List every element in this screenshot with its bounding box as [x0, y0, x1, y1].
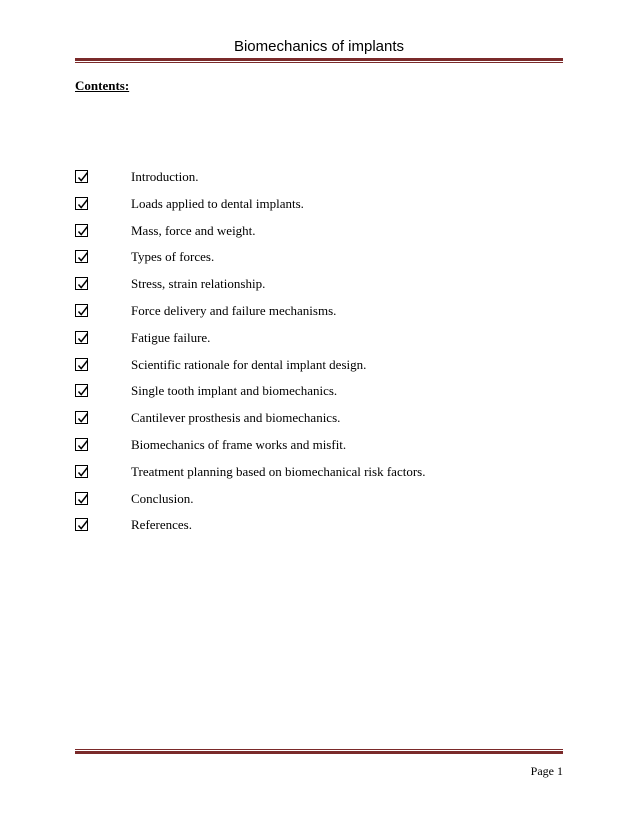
toc-item-label: Loads applied to dental implants.	[131, 195, 304, 211]
toc-item-label: Introduction.	[131, 169, 199, 184]
list-item	[75, 302, 337, 329]
checkbox-checked-icon	[75, 411, 88, 424]
list-item	[75, 436, 347, 463]
checkbox-checked-icon	[75, 250, 88, 263]
page-number: Page 1	[530, 764, 563, 778]
checkbox-checked-icon	[75, 465, 88, 478]
list-item	[75, 168, 199, 195]
toc-item-label: Force delivery and failure mechanisms.	[131, 302, 337, 318]
footer-divider	[75, 749, 563, 754]
toc-item-label: Single tooth implant and biomechanics.	[131, 383, 338, 399]
toc-item-label: Cantilever prosthesis and biomechanics.	[131, 410, 341, 426]
list-item	[75, 490, 194, 517]
toc-item-label: Scientific rationale for dental implant design.	[131, 356, 367, 372]
checkbox-checked-icon	[75, 384, 88, 397]
checkbox-checked-icon	[75, 438, 88, 451]
list-item	[75, 248, 215, 275]
checkbox-checked-icon	[75, 518, 88, 531]
checkbox-checked-icon	[75, 304, 88, 317]
toc-item-label: Mass, force and weight.	[131, 222, 256, 238]
list-item	[75, 275, 266, 302]
checkbox-checked-icon	[75, 224, 88, 237]
list-item	[75, 463, 426, 490]
toc-item-label: Treatment planning based on biomechanical risk factors.	[131, 463, 426, 479]
list-item	[75, 195, 304, 222]
checkbox-checked-icon	[75, 170, 88, 183]
list-item	[75, 516, 192, 543]
list-item	[75, 356, 367, 383]
contents-heading: Contents:	[75, 78, 130, 93]
list-item	[75, 222, 256, 249]
toc-item-label: Types of forces.	[131, 249, 215, 265]
toc-item-label: Conclusion.	[131, 490, 194, 506]
table-of-contents	[75, 168, 426, 543]
checkbox-checked-icon	[75, 358, 88, 371]
checkbox-checked-icon	[75, 277, 88, 290]
toc-item-label: Stress, strain relationship.	[131, 276, 266, 292]
list-item	[75, 382, 338, 409]
checkbox-checked-icon	[75, 331, 88, 344]
header-divider	[75, 58, 563, 63]
list-item	[75, 409, 341, 436]
toc-item-label: Fatigue failure.	[131, 329, 211, 345]
list-item	[75, 329, 211, 356]
checkbox-checked-icon	[75, 197, 88, 210]
page-header-title: Biomechanics of implants	[233, 38, 405, 55]
checkbox-checked-icon	[75, 492, 88, 505]
toc-item-label: References.	[131, 517, 192, 533]
toc-item-label: Biomechanics of frame works and misfit.	[131, 436, 347, 452]
